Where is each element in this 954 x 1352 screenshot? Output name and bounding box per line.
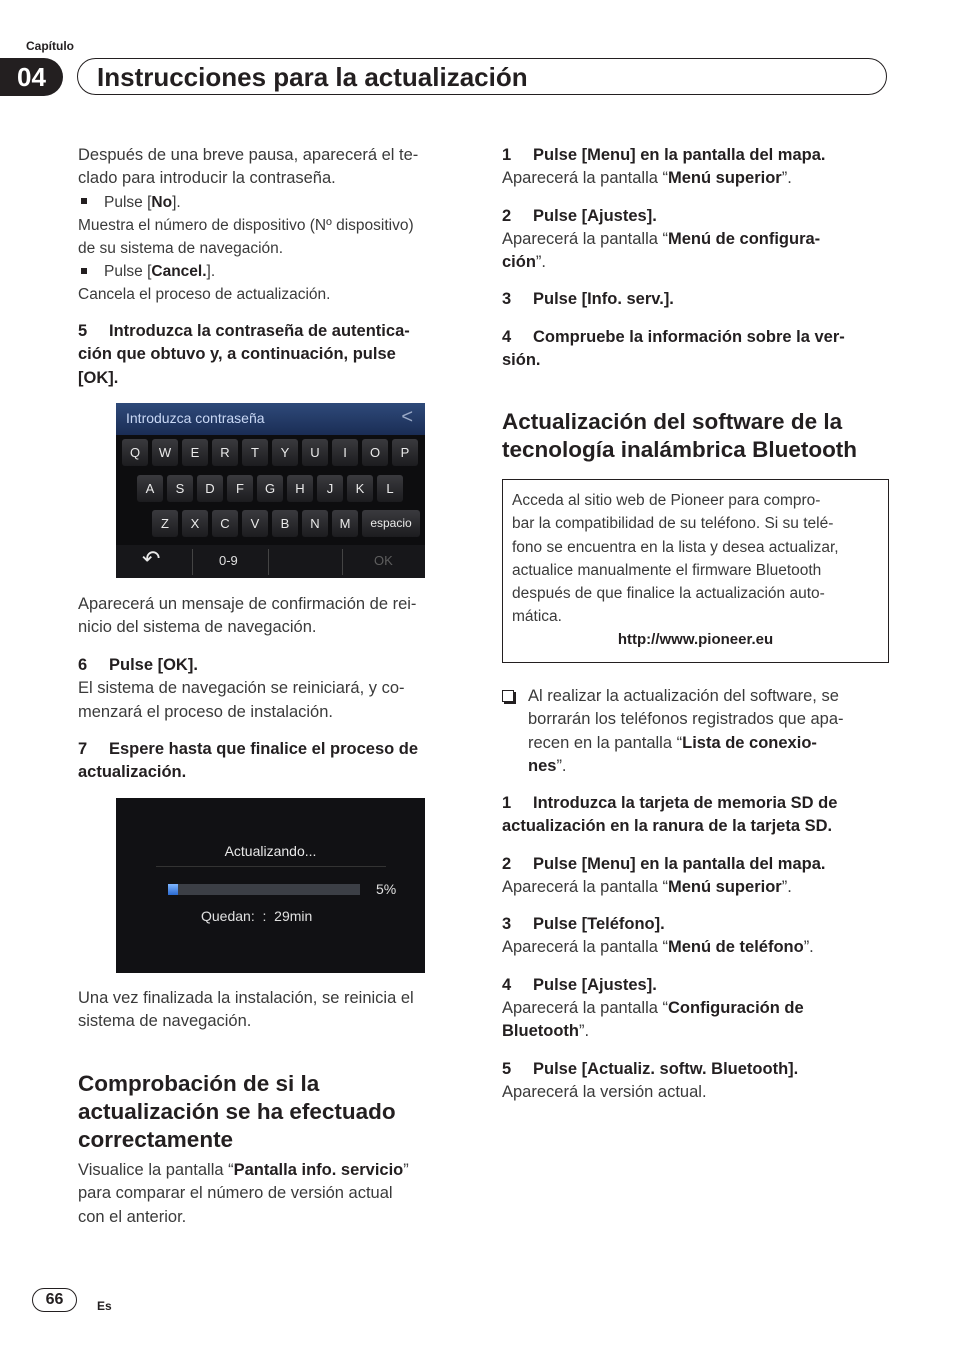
- step-5: 5 Introduzca la contraseña de autentica- ción que obtuvo y, a continuación, pulse [OK].: [78, 322, 410, 387]
- paragraph: Después de una breve pausa, aparecerá el te-: [78, 146, 419, 164]
- pioneer-url[interactable]: http://www.pioneer.eu: [617, 631, 774, 648]
- key: O: [362, 439, 388, 466]
- key: Y: [272, 439, 298, 466]
- key: N: [302, 510, 328, 537]
- ok-key: OK: [374, 553, 393, 568]
- divider: [192, 549, 193, 575]
- check-text: Visualice la pantalla “Pantalla info. servicio” para comparar el número de versión actual con el anterior.: [78, 1161, 409, 1226]
- bluetooth-steps: 1 Introduzca la tarjeta de memoria SD de actualización en la ranura de la tarjeta SD. 2 Pulse [Menu] en la pantalla del mapa. Aparecerá la pantalla “Menú superior”. 3 Pulse [Teléfono]. Aparecerá la pantalla “Menú de teléfono”. 4 Pulse [Ajustes]. Aparecerá la pantalla “Configuración de Bluetooth”. 5 Pulse [Actualiz. softw. Bluetooth]. Aparecerá la versión actual.: [502, 794, 838, 1101]
- key: E: [182, 439, 208, 466]
- finish-text: Una vez finalizada la instalación, se reinicia el sistema de navegación.: [78, 989, 414, 1031]
- password-keyboard-screen: [116, 403, 425, 578]
- section-heading-bluetooth: Actualización del software de la tecnología inalámbrica Bluetooth: [502, 409, 858, 462]
- key: G: [257, 475, 283, 502]
- progress-bar: [168, 884, 360, 895]
- space-key: espacio: [362, 510, 420, 537]
- keyboard-title: Introduzca contraseña: [126, 410, 265, 426]
- key: M: [332, 510, 358, 537]
- key: I: [332, 439, 358, 466]
- key: B: [272, 510, 298, 537]
- step-7: 7 Espere hasta que finalice el proceso de actualización.: [78, 740, 419, 782]
- paragraph: de su sistema de navegación.: [78, 239, 284, 257]
- bullet-square-icon: [81, 268, 87, 274]
- key: X: [182, 510, 208, 537]
- key: W: [152, 439, 178, 466]
- bullet-cancel: Pulse [Cancel.].: [78, 260, 468, 283]
- key: J: [317, 475, 343, 502]
- remaining-time: Quedan: : 29min: [201, 908, 313, 924]
- note: Al realizar la actualización del software, se borrarán los teléfonos registrados que apa- recen en la pantalla “Lista de conexio- nes”.: [502, 685, 892, 778]
- key: L: [377, 475, 403, 502]
- section-heading-check: Comprobación de si la actualización se ha efectuado correctamente: [78, 1071, 396, 1152]
- progress-bar-fill: [168, 884, 178, 895]
- step-6: 6 Pulse [OK]. El sistema de navegación se reiniciará, y co- menzará el proceso de instalación.: [78, 656, 405, 721]
- key: H: [287, 475, 313, 502]
- paragraph: Cancela el proceso de actualización.: [78, 286, 331, 304]
- divider: [156, 866, 386, 867]
- info-box-text: Acceda al sitio web de Pioneer para compro- bar la compatibilidad de su teléfono. Si su telé- fono se encuentra en la lista y desea actualizar, actualice manualmente el firmware Bluetooth después de que finalice la actualización auto- mática.: [512, 492, 839, 626]
- chapter-number: 04: [0, 58, 63, 96]
- left-intro: [78, 144, 468, 306]
- progress-title: Actualizando...: [224, 843, 317, 859]
- key: T: [242, 439, 268, 466]
- key: V: [242, 510, 268, 537]
- divider: [342, 549, 343, 575]
- right-steps: 1 Pulse [Menu] en la pantalla del mapa. Aparecerá la pantalla “Menú superior”. 2 Pulse [Ajustes]. Aparecerá la pantalla “Menú de configura- ción”. 3 Pulse [Info. serv.]. 4 Compruebe la información sobre la ver- sión.: [502, 146, 845, 370]
- numeric-toggle: 0-9: [219, 553, 238, 568]
- paragraph: Muestra el número de dispositivo (Nº dispositivo): [78, 216, 414, 234]
- key: P: [392, 439, 418, 466]
- back-arrow-icon: <: [401, 406, 413, 428]
- page-title: Instrucciones para la actualización: [97, 62, 528, 92]
- key: K: [347, 475, 373, 502]
- bullet-square-icon: [81, 198, 87, 204]
- divider: [268, 549, 269, 575]
- bullet-no: Pulse [No].: [78, 191, 468, 214]
- key: U: [302, 439, 328, 466]
- undo-arrow-icon: ↶: [142, 546, 161, 571]
- page-number: 66: [32, 1288, 77, 1312]
- key: F: [227, 475, 253, 502]
- note-checkbox-icon: [502, 690, 514, 702]
- key: R: [212, 439, 238, 466]
- language-code: Es: [97, 1299, 112, 1313]
- key: Q: [122, 439, 148, 466]
- paragraph: clado para introducir la contraseña.: [78, 169, 336, 188]
- key: S: [167, 475, 193, 502]
- progress-percent: 5%: [376, 881, 397, 897]
- key: Z: [152, 510, 178, 537]
- update-progress-screen: [116, 798, 425, 973]
- key: C: [212, 510, 238, 537]
- keyboard-title-bar: [116, 403, 425, 435]
- confirm-text: Aparecerá un mensaje de confirmación de rei- nicio del sistema de navegación.: [78, 595, 417, 637]
- chapter-label: Capítulo: [26, 39, 74, 53]
- key: A: [137, 475, 163, 502]
- key: D: [197, 475, 223, 502]
